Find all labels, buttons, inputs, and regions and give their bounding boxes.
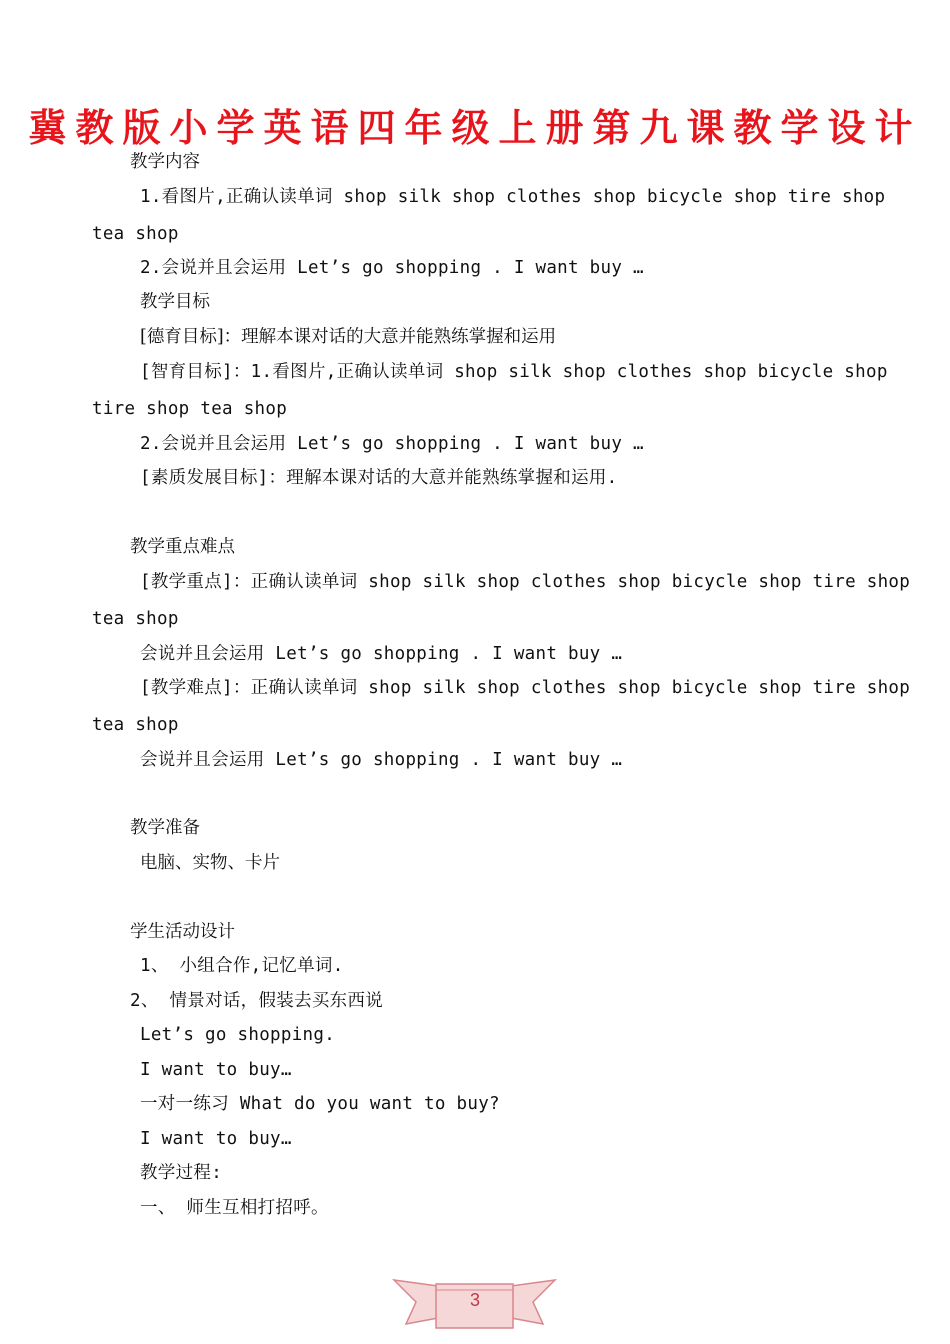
key-point-cont: tea shop xyxy=(92,609,179,629)
key-point-line-2: 会说并且会运用 Let’s go shopping . I want buy … xyxy=(140,644,623,664)
content-line-1: 1.看图片,正确认读单词 shop silk shop clothes shop bicycle shop tire shop xyxy=(140,187,886,207)
activity-2: 2、 情景对话，假装去买东西说 xyxy=(130,991,384,1011)
goal-quality: [素质发展目标]：理解本课对话的大意并能熟练掌握和运用. xyxy=(140,468,618,488)
document-title: 冀教版小学英语四年级上册第九课教学设计 xyxy=(28,106,922,150)
difficult-point-cont: tea shop xyxy=(92,715,179,735)
heading-preparation: 教学准备 xyxy=(130,818,200,838)
heading-student-activities: 学生活动设计 xyxy=(130,922,235,942)
heading-teaching-goals: 教学目标 xyxy=(140,292,210,312)
dialogue-line-4: I want to buy… xyxy=(140,1129,292,1149)
content-line-2: 2.会说并且会运用 Let’s go shopping . I want buy … xyxy=(140,258,644,278)
difficult-point-line: [教学难点]：正确认读单词 shop silk shop clothes shop bicycle shop tire shop xyxy=(140,678,911,698)
process-step-1: 一、 师生互相打招呼。 xyxy=(140,1198,329,1218)
goal-moral: [德育目标]：理解本课对话的大意并能熟练掌握和运用 xyxy=(140,327,557,347)
goal-intellectual-2: 2.会说并且会运用 Let’s go shopping . I want buy … xyxy=(140,434,644,454)
heading-key-points: 教学重点难点 xyxy=(130,537,235,557)
heading-teaching-content: 教学内容 xyxy=(130,152,200,172)
activity-1: 1、 小组合作,记忆单词. xyxy=(140,956,344,976)
difficult-point-line-2: 会说并且会运用 Let’s go shopping . I want buy … xyxy=(140,750,623,770)
heading-teaching-process: 教学过程: xyxy=(140,1163,223,1183)
goal-intellectual-cont: tire shop tea shop xyxy=(92,399,288,419)
key-point-line: [教学重点]：正确认读单词 shop silk shop clothes shop bicycle shop tire shop xyxy=(140,572,911,592)
content-line-1-cont: tea shop xyxy=(92,224,179,244)
goal-intellectual: [智育目标]：1.看图片,正确认读单词 shop silk shop clothes shop bicycle shop xyxy=(140,362,888,382)
dialogue-line-3: 一对一练习 What do you want to buy? xyxy=(140,1094,500,1114)
dialogue-line-2: I want to buy… xyxy=(140,1060,292,1080)
preparation-items: 电脑、实物、卡片 xyxy=(140,853,280,873)
page-number: 3 xyxy=(469,1290,480,1310)
dialogue-line-1: Let’s go shopping. xyxy=(140,1025,336,1045)
